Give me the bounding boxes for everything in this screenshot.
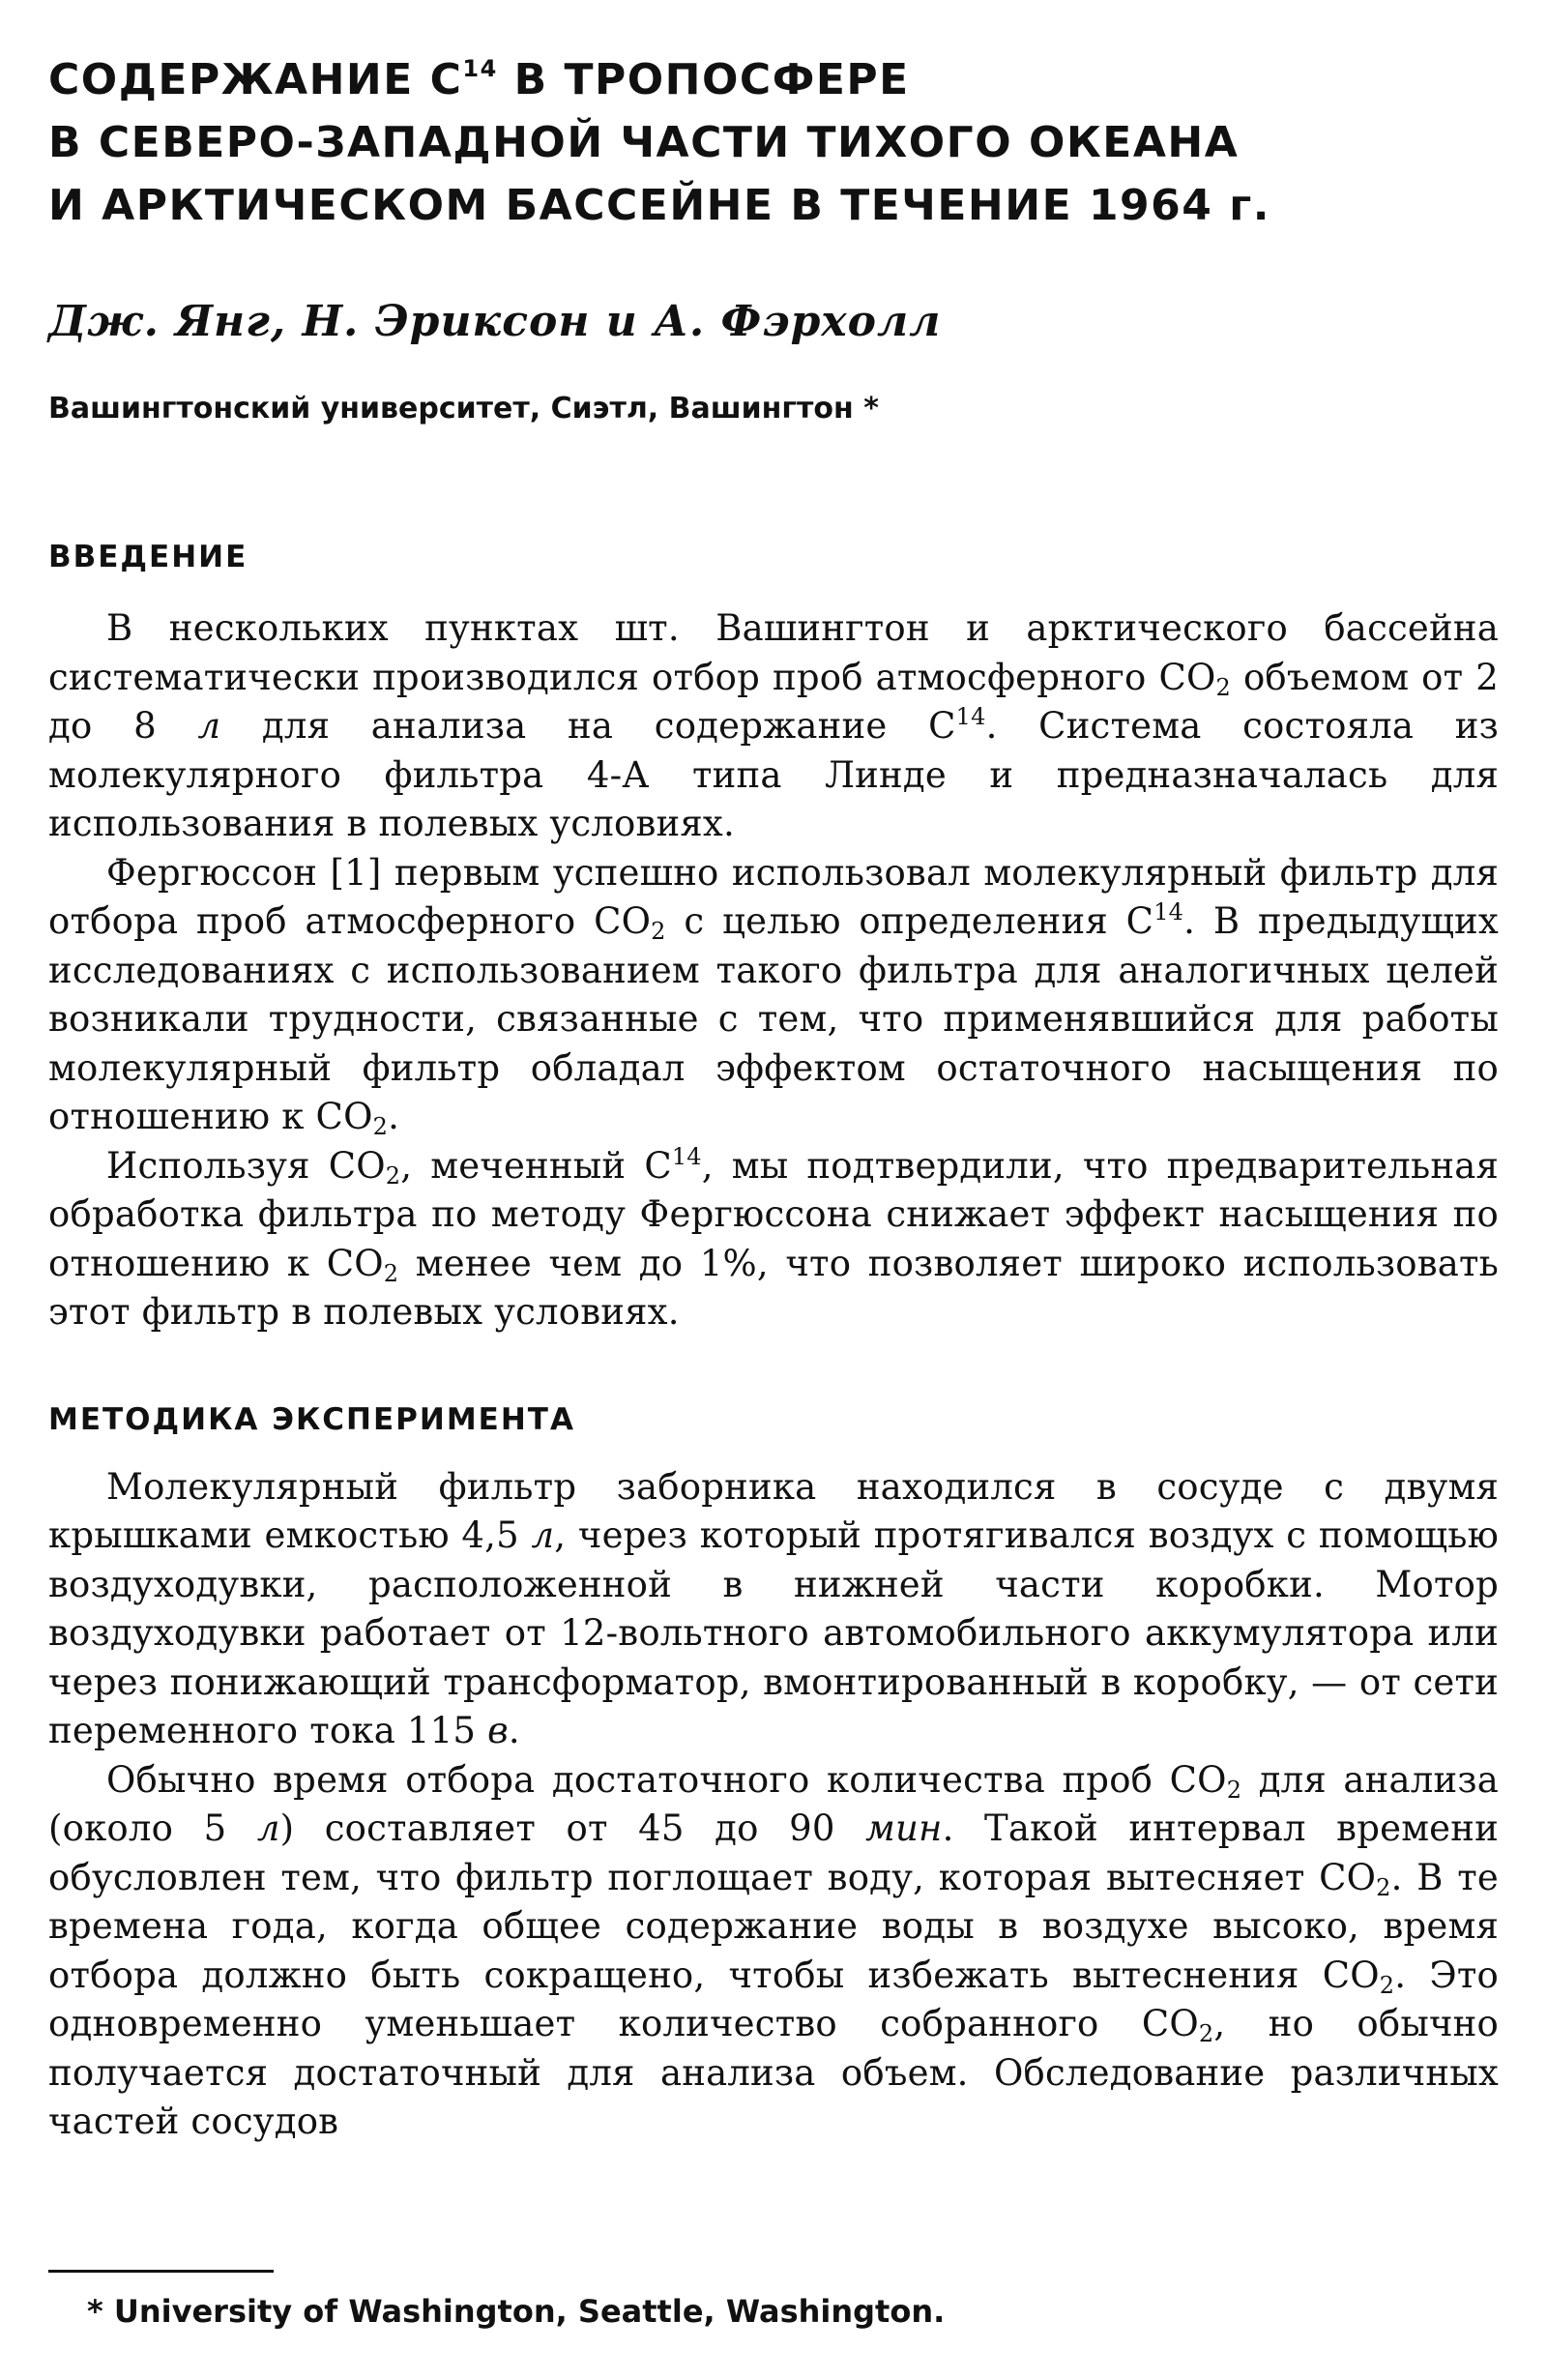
- article-title: [48, 48, 1499, 237]
- paragraph: Молекулярный фильтр заборника находился в сосуде с двумя крышками емкостью 4,5 л, через который протягивался воздух с помощью воздуходувки, расположенной в нижней части коробки. Мотор воздуходувки работает от 12-вольтного автомобильного аккумулятора или через понижающий трансформатор, вмонтированный в коробку, — от сети переменного тока 115 в.: [48, 1465, 1499, 1751]
- title-line-2: В СЕВЕРО-ЗАПАДНОЙ ЧАСТИ ТИХОГО ОКЕАНА: [48, 118, 1240, 167]
- paragraph: Обычно время отбора достаточного количества проб $CO_2$ для анализа (около 5 л) составляет от 45 до 90 мин. Такой интервал времени обусловлен тем, что фильтр поглощает воду, которая вытесняет $CO_2$. В те времена года, когда общее содержание воды в воздухе высоко, время отбора должно быть сокращено, чтобы избежать вытеснения $CO_2$. Это одновременно уменьшает количество собранного $CO_2$, но обычно получается достаточный для анализа объем. Обследование различных частей сосудов: [48, 1758, 1499, 2142]
- title-line-3: И АРКТИЧЕСКОМ БАССЕЙНЕ В ТЕЧЕНИЕ 1964 г.: [48, 181, 1270, 230]
- paragraph: В нескольких пунктах шт. Вашингтон и арктического бассейна систематически производился отбор проб атмосферного $CO_2$ объемом от 2 до 8 л для анализа на содержание $C^{14}$. Система состояла из молекулярного фильтра 4-А типа Линде и предназначалась для использования в полевых условиях.: [48, 607, 1499, 844]
- section-heading-introduction: ВВЕДЕНИЕ: [48, 540, 248, 574]
- section-heading-methods: МЕТОДИКА ЭКСПЕРИМЕНТА: [48, 1401, 575, 1437]
- affiliation: Вашингтонский университет, Сиэтл, Вашингтон *: [48, 392, 879, 426]
- paragraph: Используя $CO_2$, меченный $C^{14}$, мы подтвердили, что предварительная обработка фильтра по методу Фергюссона снижает эффект насыщения по отношению к $CO_2$ менее чем до 1%, что позволяет широко использовать этот фильтр в полевых условиях.: [48, 1142, 1499, 1333]
- article-page: [48, 48, 1499, 2147]
- author-list: Дж. Янг, Н. Эриксон и А. Фэрхолл: [48, 297, 942, 346]
- methods-body: [48, 1463, 1499, 2147]
- title-line-1: СОДЕРЖАНИЕ $С^{14}$ В ТРОПОСФЕРЕ: [48, 55, 910, 104]
- introduction-body: [48, 604, 1499, 1337]
- paragraph: Фергюссон [1] первым успешно использовал молекулярный фильтр для отбора проб атмосферного $CO_2$ с целью определения $C^{14}$. В предыдущих исследованиях с использованием такого фильтра для аналогичных целей возникали трудности, связанные с тем, что применявшийся для работы молекулярный фильтр обладал эффектом остаточного насыщения по отношению к $CO_2$.: [48, 851, 1499, 1140]
- footnote: * University of Washington, Seattle, Washington.: [87, 2293, 946, 2330]
- footnote-divider: [48, 2270, 274, 2273]
